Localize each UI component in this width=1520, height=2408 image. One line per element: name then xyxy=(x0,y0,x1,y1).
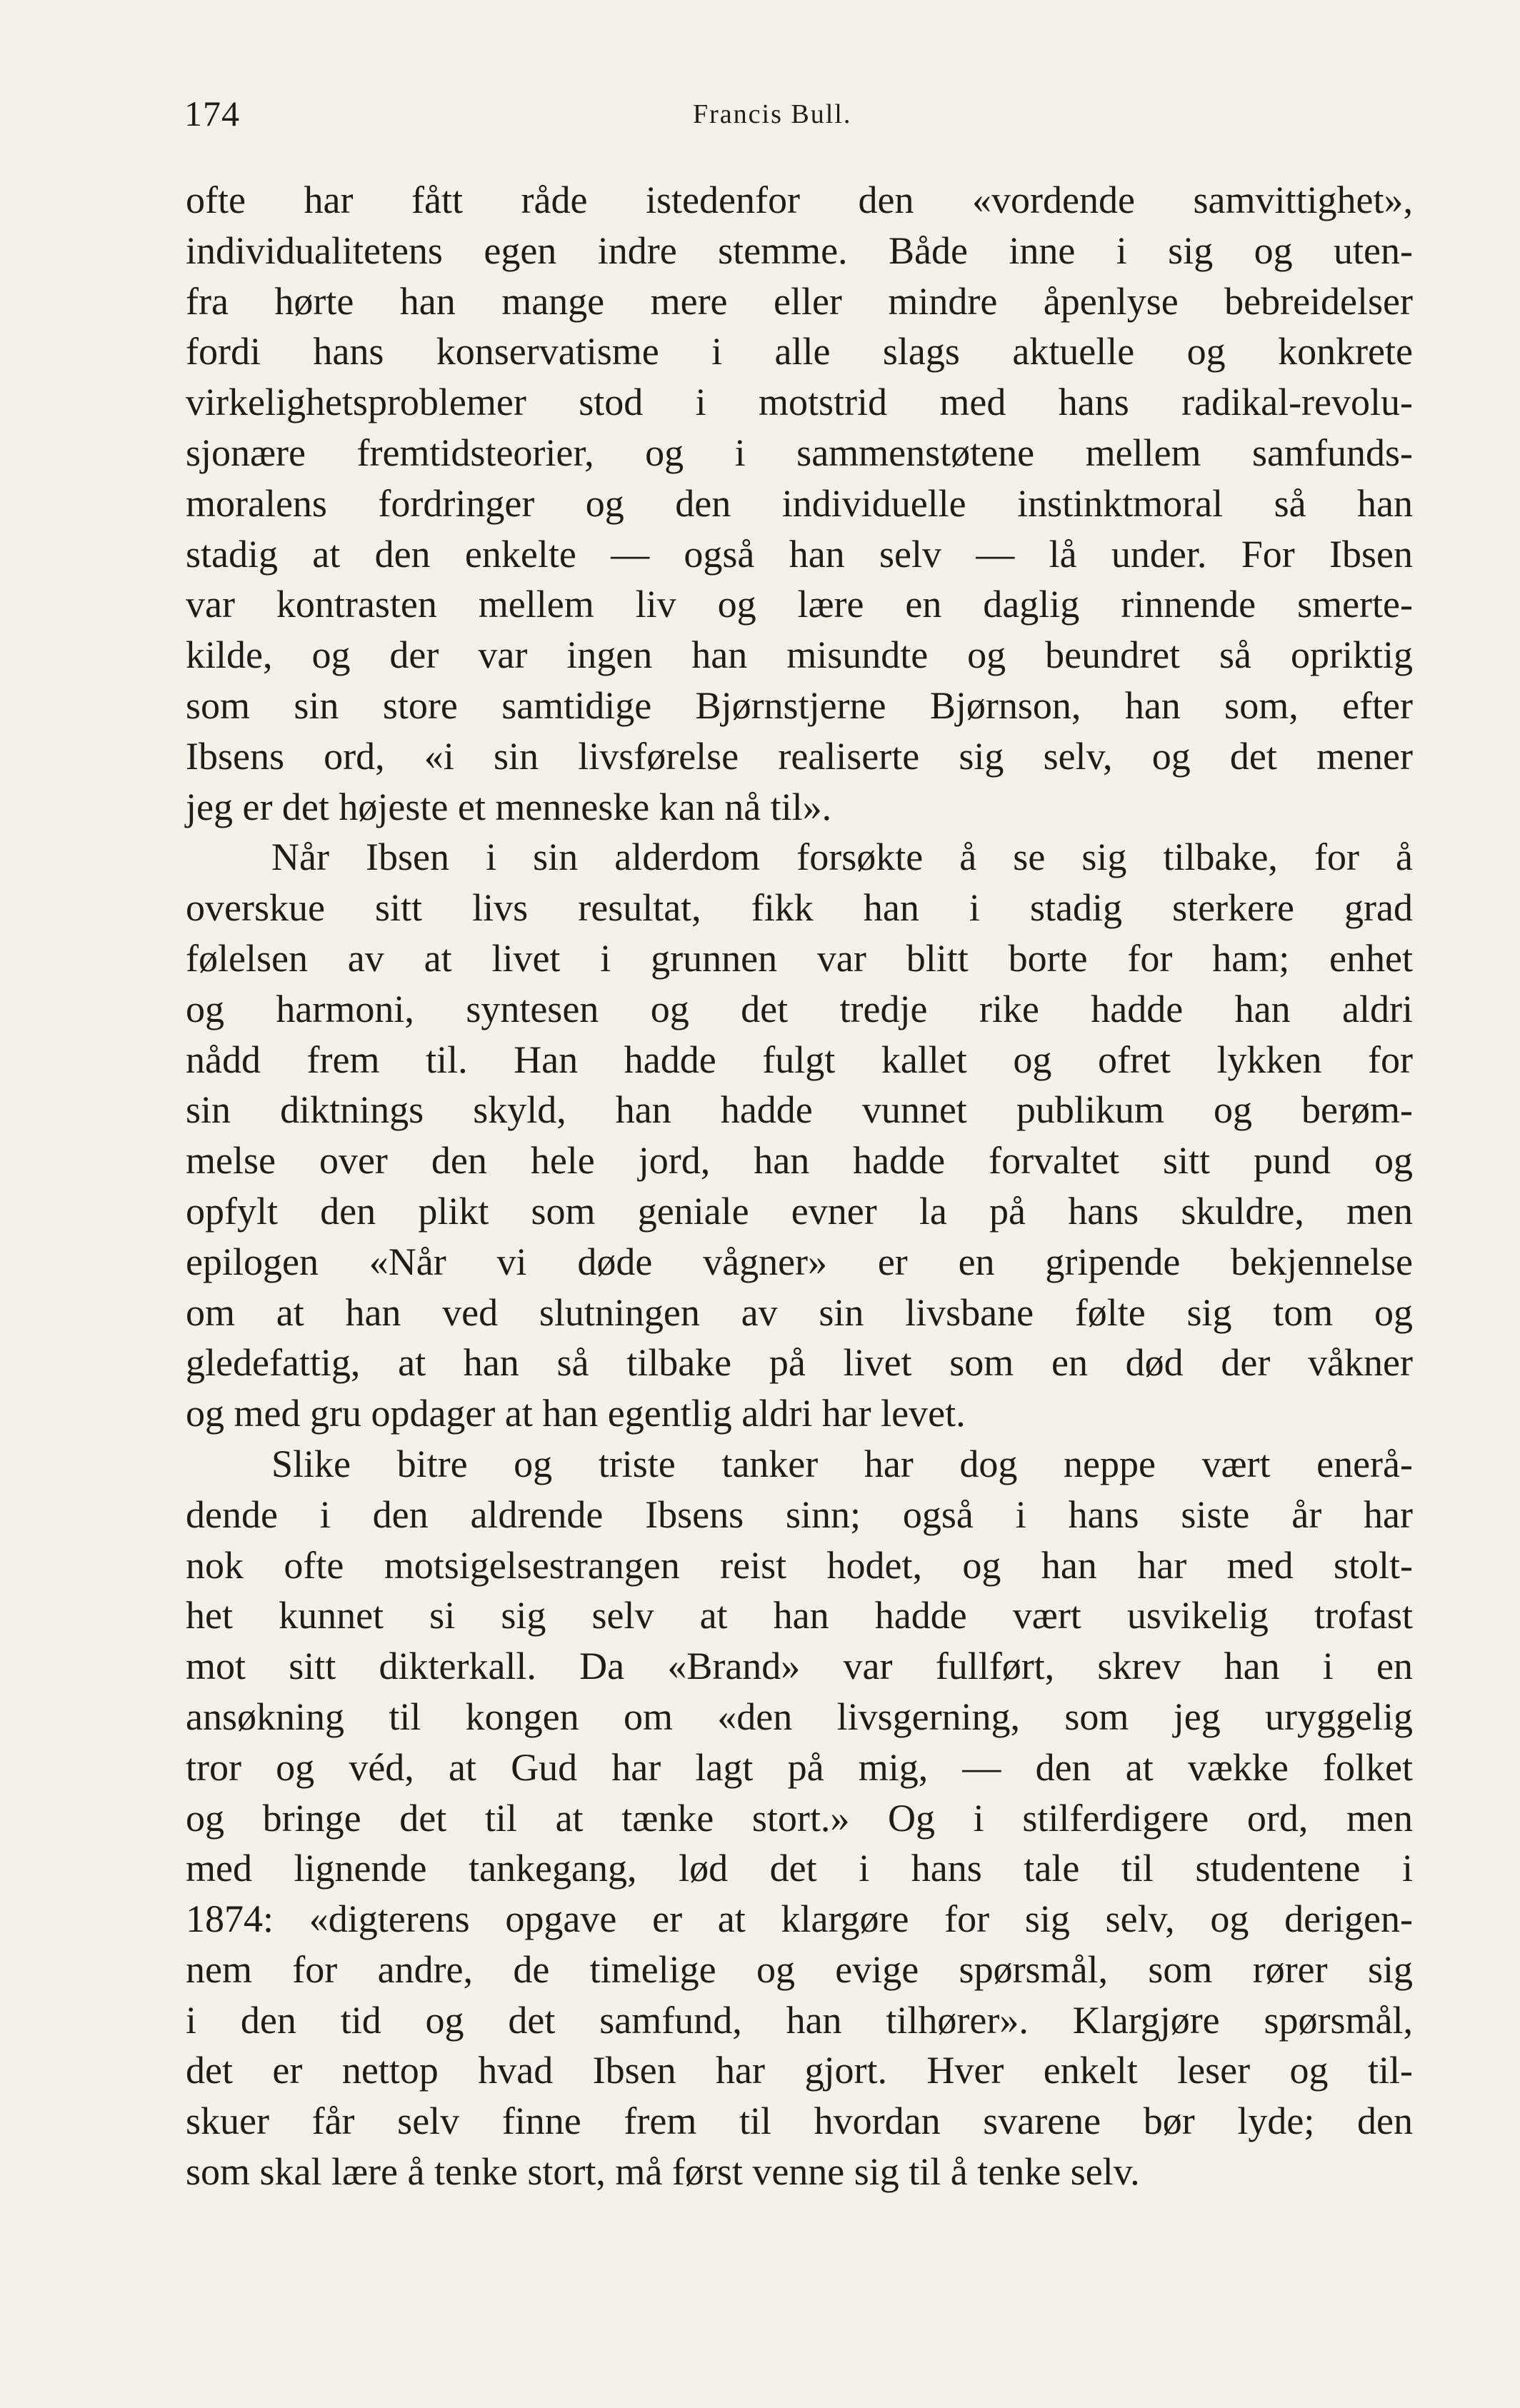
text-line: overskue sitt livs resultat, fikk han i stadig sterkere grad xyxy=(186,886,1413,930)
text-line: var kontrasten mellem liv og lære en daglig rinnende smerte- xyxy=(186,583,1413,626)
paragraph-end-line: jeg er det højeste et menneske kan nå til». xyxy=(186,785,832,828)
text-line: sjonære fremtidsteorier, og i sammenstøtene mellem samfunds- xyxy=(186,431,1413,474)
text-line: mot sitt dikterkall. Da «Brand» var fullført, skrev han i en xyxy=(186,1645,1413,1688)
text-line: epilogen «Når vi døde vågner» er en gripende bekjennelse xyxy=(186,1240,1413,1283)
body-text xyxy=(186,175,1413,2197)
text-line: nådd frem til. Han hadde fulgt kallet og ofret lykken for xyxy=(186,1038,1413,1081)
paragraph-start-line: Slike bitre og triste tanker har dog neppe vært enerå- xyxy=(271,1442,1413,1485)
text-line: og bringe det til at tænke stort.» Og i stilferdigere ord, men xyxy=(186,1796,1413,1840)
running-head: Francis Bull. xyxy=(693,99,852,129)
paragraph-start-line: Når Ibsen i sin alderdom forsøkte å se sig tilbake, for å xyxy=(271,836,1413,879)
page-number: 174 xyxy=(184,94,240,134)
text-line: het kunnet si sig selv at han hadde vært usvikelig trofast xyxy=(186,1594,1413,1637)
text-line: fra hørte han mange mere eller mindre åpenlyse bebreidelser xyxy=(186,279,1413,323)
paragraph-end-line: som skal lære å tenke stort, må først venne sig til å tenke selv. xyxy=(186,2150,1140,2194)
text-line: i den tid og det samfund, han tilhører». Klargjøre spørsmål, xyxy=(186,1998,1413,2042)
text-line: og harmoni, syntesen og det tredje rike hadde han aldri xyxy=(186,987,1413,1030)
text-line: virkelighetsproblemer stod i motstrid med hans radikal-revolu- xyxy=(186,381,1413,424)
text-line: stadig at den enkelte — også han selv — lå under. For Ibsen xyxy=(186,532,1413,576)
paragraph-end-line: og med gru opdager at han egentlig aldri har levet. xyxy=(186,1392,966,1435)
text-line: skuer får selv finne frem til hvordan svarene bør lyde; den xyxy=(186,2100,1413,2143)
text-line: ofte har fått råde istedenfor den «vordende samvittighet», xyxy=(186,179,1413,221)
text-line: nem for andre, de timelige og evige spørsmål, som rører sig xyxy=(186,1947,1413,1991)
text-line: med lignende tankegang, lød det i hans tale til studentene i xyxy=(186,1847,1413,1890)
text-line: ansøkning til kongen om «den livsgerning, som jeg uryggelig xyxy=(186,1695,1413,1738)
text-line: individualitetens egen indre stemme. Både inne i sig og uten- xyxy=(186,229,1413,272)
text-line: moralens fordringer og den individuelle instinktmoral så han xyxy=(186,481,1413,525)
text-line: som sin store samtidige Bjørnstjerne Bjørnson, han som, efter xyxy=(186,683,1413,727)
text-line: fordi hans konservatisme i alle slags aktuelle og konkrete xyxy=(186,330,1413,373)
text-line: dende i den aldrende Ibsens sinn; også i hans siste år har xyxy=(186,1493,1413,1536)
text-line: nok ofte motsigelsestrangen reist hodet, og han har med stolt- xyxy=(186,1543,1413,1587)
page-header xyxy=(184,93,1413,150)
text-line: det er nettop hvad Ibsen har gjort. Hver enkelt leser og til- xyxy=(186,2049,1413,2092)
text-line: om at han ved slutningen av sin livsbane følte sig tom og xyxy=(186,1290,1413,1334)
text-line: melse over den hele jord, han hadde forvaltet sitt pund og xyxy=(186,1139,1413,1183)
text-line: gledefattig, at han så tilbake på livet som en død der våkner xyxy=(186,1341,1413,1385)
text-line: sin diktnings skyld, han hadde vunnet publikum og berøm- xyxy=(186,1088,1413,1132)
text-line: kilde, og der var ingen han misundte og beundret så opriktig xyxy=(186,633,1413,677)
text-line: Ibsens ord, «i sin livsførelse realiserte sig selv, og det mener xyxy=(186,734,1413,778)
text-line: følelsen av at livet i grunnen var blitt borte for ham; enhet xyxy=(186,936,1413,980)
text-line: opfylt den plikt som geniale evner la på hans skuldre, men xyxy=(186,1189,1413,1233)
text-line: 1874: «digterens opgave er at klargøre for sig selv, og derigen- xyxy=(186,1897,1413,1941)
text-line: tror og véd, at Gud har lagt på mig, — den at vække folket xyxy=(186,1745,1413,1789)
